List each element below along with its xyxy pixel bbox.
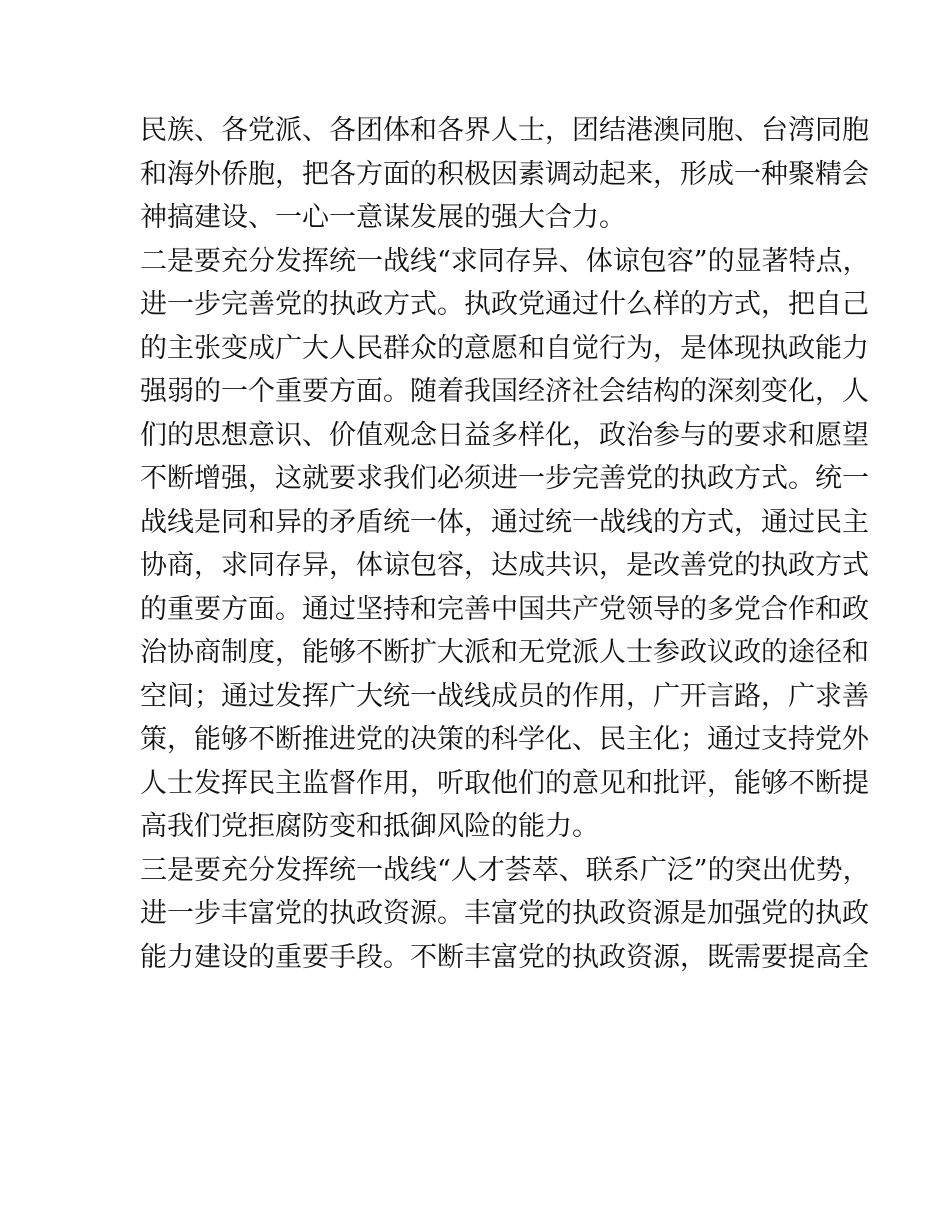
text-line: 策，能够不断推进党的决策的科学化、民主化；通过支持党外 xyxy=(140,724,869,755)
text-line: 不断增强，这就要求我们必须进一步完善党的执政方式。统一 xyxy=(140,463,869,494)
text-line: 神搞建设、一心一意谋发展的强大合力。 xyxy=(140,202,626,233)
text-line: 们的思想意识、价值观念日益多样化，政治参与的要求和愿望 xyxy=(140,419,869,451)
text-line: 三是要充分发挥统一战线“人才荟萃、联系广泛”的突出优势， xyxy=(140,854,870,886)
text-line: 能力建设的重要手段。不断丰富党的执政资源，既需要提高全 xyxy=(140,941,869,973)
text-line: 空间；通过发挥广大统一战线成员的作用，广开言路，广求善 xyxy=(140,680,869,712)
text-line: 进一步丰富党的执政资源。丰富党的执政资源是加强党的执政 xyxy=(140,898,869,929)
text-line: 进一步完善党的执政方式。执政党通过什么样的方式，把自己 xyxy=(140,289,869,320)
text-line: 人士发挥民主监督作用，听取他们的意见和批评，能够不断提 xyxy=(140,767,869,799)
text-line: 的主张变成广大人民群众的意愿和自觉行为，是体现执政能力 xyxy=(140,332,869,364)
text-line: 强弱的一个重要方面。随着我国经济社会结构的深刻变化，人 xyxy=(140,376,869,407)
text-line: 治协商制度，能够不断扩大派和无党派人士参政议政的途径和 xyxy=(140,637,869,668)
text-line: 高我们党拒腐防变和抵御风险的能力。 xyxy=(140,811,599,842)
text-line: 的重要方面。通过坚持和完善中国共产党领导的多党合作和政 xyxy=(140,593,869,625)
text-line: 民族、各党派、各团体和各界人士，团结港澳同胞、台湾同胞 xyxy=(140,115,869,146)
text-line: 二是要充分发挥统一战线“求同存异、体谅包容”的显著特点， xyxy=(140,245,870,277)
body-text xyxy=(140,109,870,979)
text-line: 和海外侨胞，把各方面的积极因素调动起来，形成一种聚精会 xyxy=(140,158,869,190)
text-line: 协商，求同存异，体谅包容，达成共识，是改善党的执政方式 xyxy=(140,550,869,581)
text-line: 战线是同和异的矛盾统一体，通过统一战线的方式，通过民主 xyxy=(140,506,869,538)
